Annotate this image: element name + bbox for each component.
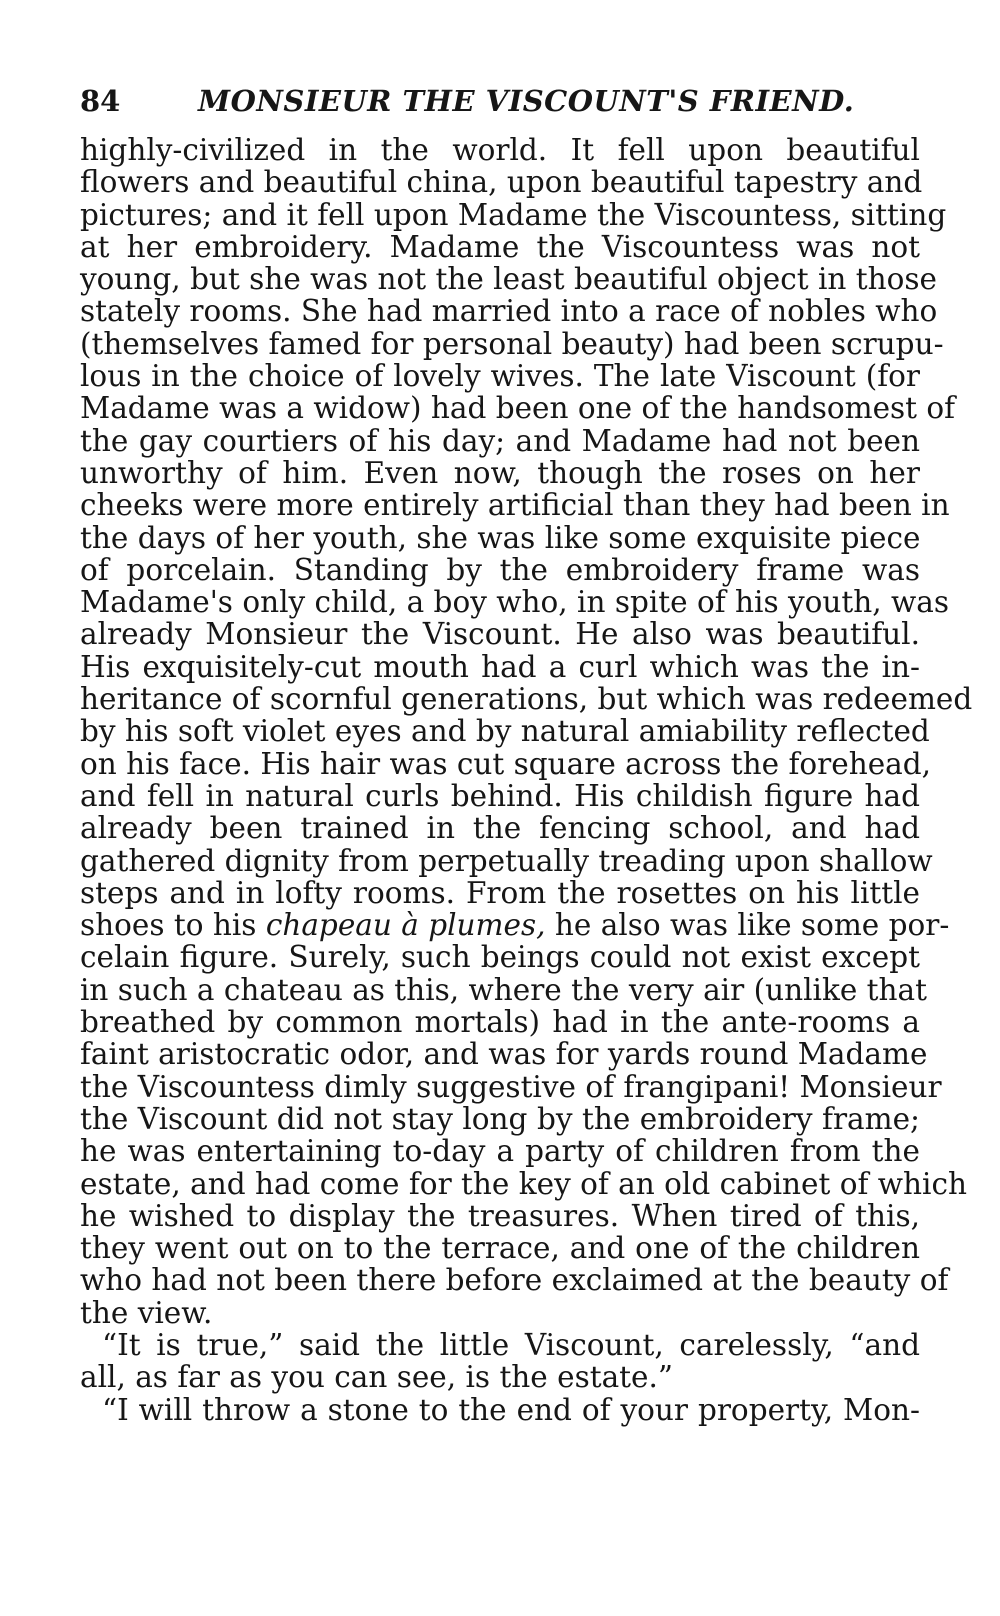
text-line: unworthy of him. Even now, though the roses on her (80, 455, 920, 490)
running-title: MONSIEUR THE VISCOUNT'S FRIEND. (198, 84, 855, 118)
text-line: in such a chateau as this, where the very air (unlike that (80, 972, 927, 1007)
text-line: steps and in lofty rooms. From the rosettes on his little (80, 875, 920, 910)
book-page (80, 78, 973, 1427)
body-text (80, 133, 973, 1427)
text-line: at her embroidery. Madame the Viscountess was not (80, 229, 920, 264)
paragraph-end-line: the view. (80, 1295, 213, 1330)
text-line: of porcelain. Standing by the embroidery frame was (80, 552, 920, 587)
page-header (80, 78, 920, 124)
text-line: he wished to display the treasures. When tired of this, (80, 1198, 920, 1233)
text-line: lous in the choice of lovely wives. The late Viscount (for (80, 359, 920, 394)
text-line: by his soft violet eyes and by natural amiability reflected (80, 714, 930, 749)
text-segment: shoes to his (80, 908, 266, 943)
text-line: already been trained in the fencing school, and had (80, 811, 920, 846)
text-line: flowers and beautiful china, upon beautiful tapestry and (80, 165, 923, 200)
text-line: highly-civilized in the world. It fell upon beautiful (80, 133, 920, 167)
italic-phrase: chapeau à plumes, (265, 908, 546, 943)
text-line: Madame's only child, a boy who, in spite of his youth, was (80, 585, 949, 620)
text-line: His exquisitely-cut mouth had a curl which was the in- (80, 649, 920, 684)
dialogue-line: “It is true,” said the little Viscount, carelessly, “and (102, 1327, 920, 1362)
text-line: (themselves famed for personal beauty) had been scrupu- (80, 326, 944, 361)
text-line: young, but she was not the least beautiful object in those (80, 262, 938, 297)
text-line: the Viscountess dimly suggestive of frangipani! Monsieur (80, 1069, 942, 1104)
text-line: Madame was a widow) had been one of the handsomest of (80, 391, 956, 426)
text-line: stately rooms. She had married into a race of nobles who (80, 294, 938, 329)
text-line: on his face. His hair was cut square across the forehead, (80, 746, 932, 781)
text-line: who had not been there before exclaimed at the beauty of (80, 1263, 949, 1298)
text-line: cheeks were more entirely artificial than they had been in (80, 488, 950, 523)
text-line: they went out on to the terrace, and one of the children (80, 1231, 920, 1266)
text-line: pictures; and it fell upon Madame the Viscountess, sitting (80, 197, 947, 232)
text-line: celain figure. Surely, such beings could not exist except (80, 940, 920, 975)
text-line-with-italic (80, 908, 950, 943)
paragraph-end-line: all, as far as you can see, is the estate.” (80, 1360, 673, 1395)
text-line: breathed by common mortals) had in the ante-rooms a (80, 1005, 920, 1040)
text-line: he was entertaining to-day a party of children from the (80, 1134, 920, 1169)
text-line: already Monsieur the Viscount. He also was beautiful. (80, 617, 920, 652)
page-number: 84 (80, 84, 121, 118)
text-line: and fell in natural curls behind. His childish figure had (80, 778, 920, 813)
text-segment: he also was like some por- (545, 908, 950, 943)
text-line: gathered dignity from perpetually treading upon shallow (80, 843, 933, 878)
dialogue-line: “I will throw a stone to the end of your property, Mon- (102, 1392, 920, 1427)
text-line: the days of her youth, she was like some exquisite piece (80, 520, 921, 555)
text-line: the Viscount did not stay long by the embroidery frame; (80, 1101, 920, 1136)
text-line: heritance of scornful generations, but which was redeemed (80, 682, 973, 717)
text-line: the gay courtiers of his day; and Madame had not been (80, 423, 920, 458)
text-line: faint aristocratic odor, and was for yards round Madame (80, 1037, 928, 1072)
text-line: estate, and had come for the key of an old cabinet of which (80, 1166, 967, 1201)
